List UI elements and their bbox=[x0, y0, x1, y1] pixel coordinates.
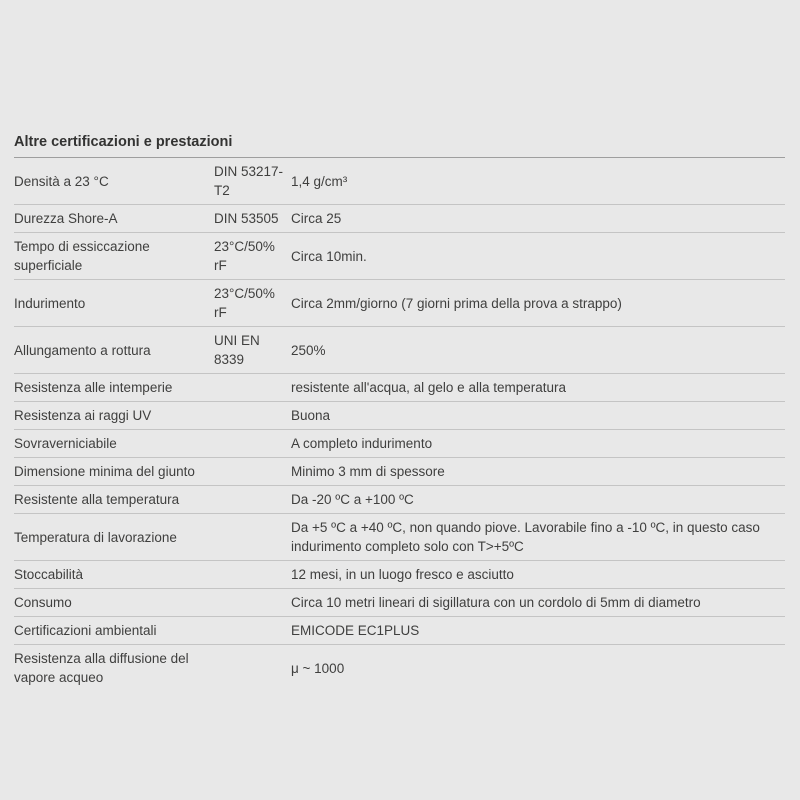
spec-label: Temperatura di lavorazione bbox=[14, 529, 177, 545]
spec-label: Allungamento a rottura bbox=[14, 342, 151, 358]
spec-value: μ ~ 1000 bbox=[291, 660, 345, 676]
table-row bbox=[14, 486, 785, 514]
spec-label: Durezza Shore-A bbox=[14, 211, 118, 226]
spec-value: Minimo 3 mm di spessore bbox=[291, 464, 445, 479]
spec-value: Circa 2mm/giorno (7 giorni prima della prova a strappo) bbox=[291, 295, 622, 311]
spec-table bbox=[14, 134, 785, 691]
table-row bbox=[14, 158, 785, 205]
table-row bbox=[14, 327, 785, 374]
spec-label: Resistenza alle intemperie bbox=[14, 380, 173, 395]
spec-value: Circa 10 metri lineari di sigillatura con un cordolo di 5mm di diametro bbox=[291, 595, 701, 610]
spec-label: Indurimento bbox=[14, 295, 86, 311]
spec-label: Sovraverniciabile bbox=[14, 436, 117, 451]
table-row bbox=[14, 430, 785, 458]
spec-standard: DIN 53217-T2 bbox=[214, 164, 284, 198]
table-row bbox=[14, 374, 785, 402]
spec-value: Da -20 ºC a +100 ºC bbox=[291, 492, 414, 507]
spec-label: Certificazioni ambientali bbox=[14, 623, 157, 638]
spec-standard: 23°C/50% rF bbox=[214, 239, 275, 273]
spec-standard: 23°C/50% rF bbox=[214, 286, 275, 320]
table-row bbox=[14, 561, 785, 589]
spec-value: Circa 25 bbox=[291, 211, 342, 226]
table-row bbox=[14, 617, 785, 645]
spec-value: resistente all'acqua, al gelo e alla temperatura bbox=[291, 380, 566, 395]
spec-value: 1,4 g/cm³ bbox=[291, 173, 348, 189]
spec-value: EMICODE EC1PLUS bbox=[291, 623, 420, 638]
spec-label: Resistente alla temperatura bbox=[14, 492, 180, 507]
table-row bbox=[14, 205, 785, 233]
spec-label: Consumo bbox=[14, 595, 72, 610]
table-row bbox=[14, 402, 785, 430]
spec-label: Tempo di essiccazione superficiale bbox=[14, 239, 150, 273]
spec-value: Buona bbox=[291, 408, 331, 423]
spec-label: Resistenza alla diffusione del vapore acqueo bbox=[14, 651, 189, 685]
table-row bbox=[14, 280, 785, 327]
spec-label: Resistenza ai raggi UV bbox=[14, 408, 152, 423]
table-row bbox=[14, 233, 785, 280]
spec-label: Stoccabilità bbox=[14, 567, 84, 582]
table-row bbox=[14, 645, 785, 691]
spec-value: 12 mesi, in un luogo fresco e asciutto bbox=[291, 567, 514, 582]
spec-value: Da +5 ºC a +40 ºC, non quando piove. Lavorabile fino a -10 ºC, in questo caso indurimento completo solo con T>+5ºC bbox=[291, 520, 760, 554]
spec-value: Circa 10min. bbox=[291, 248, 367, 264]
table-rows bbox=[14, 158, 785, 691]
table-title: Altre certificazioni e prestazioni bbox=[14, 134, 785, 158]
spec-standard: DIN 53505 bbox=[214, 211, 279, 226]
spec-label: Densità a 23 °C bbox=[14, 173, 109, 189]
spec-value: A completo indurimento bbox=[291, 436, 433, 451]
spec-standard: UNI EN 8339 bbox=[214, 333, 260, 367]
spec-value: 250% bbox=[291, 342, 326, 358]
table-row bbox=[14, 458, 785, 486]
table-row bbox=[14, 514, 785, 561]
table-row bbox=[14, 589, 785, 617]
spec-label: Dimensione minima del giunto bbox=[14, 464, 195, 479]
